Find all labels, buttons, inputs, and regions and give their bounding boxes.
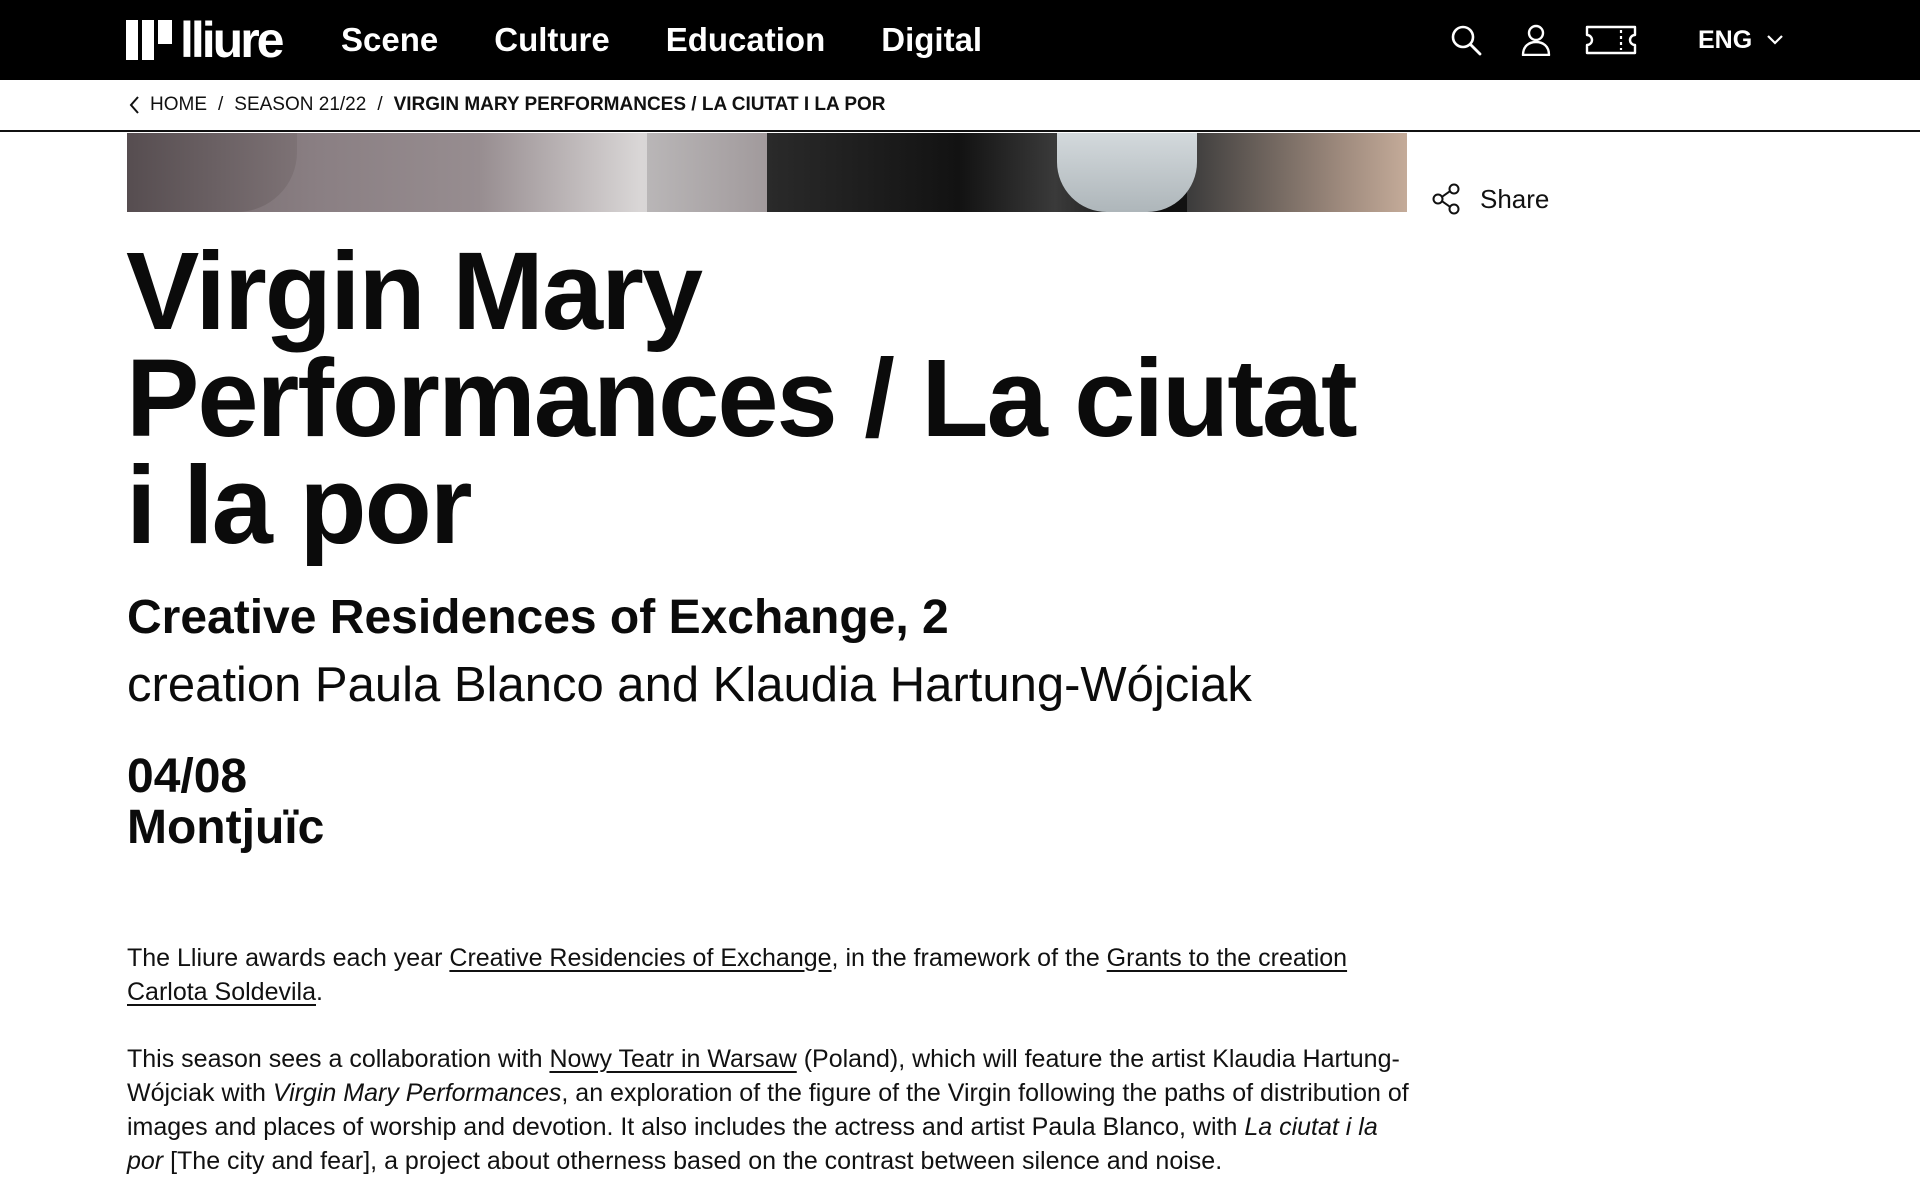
nav-item-scene[interactable]: Scene — [341, 21, 439, 58]
nav-item-culture[interactable]: Culture — [494, 21, 610, 58]
chevron-down-icon — [1766, 34, 1784, 46]
text-run: (Poland), which will feature the artist Klaudia Hartung-Wójciak with — [127, 1045, 1400, 1107]
text-run: This season sees a collaboration with — [127, 1045, 550, 1073]
tickets-button[interactable] — [1582, 0, 1640, 80]
text-run: , an exploration of the figure of the Virgin following the paths of distribution of images and places of worship and devotion. It also includes the actress and artist Paula Blanco, with — [127, 1079, 1409, 1141]
main-nav — [341, 0, 982, 80]
search-icon — [1450, 24, 1482, 56]
breadcrumb-current: VIRGIN MARY PERFORMANCES / LA CIUTAT I LA POR — [393, 94, 886, 115]
chevron-left-icon[interactable] — [128, 95, 140, 115]
work-title: Virgin Mary Performances — [272, 1079, 562, 1107]
share-button[interactable] — [1432, 183, 1549, 215]
link-carlota-soldevila-grants[interactable]: Grants to the creation Carlota Soldevila — [127, 944, 1348, 1006]
event-venue: Montjuïc — [127, 801, 325, 854]
ticket-icon — [1585, 25, 1637, 55]
share-icon — [1432, 183, 1462, 215]
page-title-line: Virgin Mary — [126, 230, 702, 353]
text-run: [The city and fear], a project about otherness based on the contrast between silence and noise. — [163, 1147, 1223, 1175]
description-body — [127, 941, 1417, 1200]
nav-item-digital[interactable]: Digital — [881, 21, 983, 58]
text-run: . — [316, 978, 323, 1006]
user-account-button[interactable] — [1510, 0, 1562, 80]
logo-text: lliure — [180, 12, 282, 68]
language-selector[interactable] — [1698, 0, 1784, 80]
hero-image — [127, 133, 1407, 212]
page-title-line: Performances / La ciutat — [126, 337, 1356, 460]
nav-item-education[interactable]: Education — [665, 21, 826, 58]
description-paragraph — [127, 1042, 1417, 1178]
creation-credits: creation Paula Blanco and Klaudia Hartung-Wójciak — [127, 658, 1252, 712]
search-button[interactable] — [1440, 0, 1492, 80]
breadcrumb-separator: / — [218, 94, 224, 115]
page-subtitle: Creative Residences of Exchange, 2 — [127, 591, 949, 644]
page-title — [126, 230, 1416, 567]
text-run: The Lliure awards each year — [127, 944, 450, 972]
description-paragraph — [127, 941, 1417, 1009]
top-navigation-bar — [0, 0, 1920, 80]
link-nowy-teatr[interactable]: Nowy Teatr in Warsaw — [549, 1045, 797, 1073]
logo-mark-icon — [126, 20, 172, 60]
event-date: 04/08 — [127, 750, 248, 803]
breadcrumb-separator: / — [377, 94, 383, 115]
language-label: ENG — [1698, 25, 1753, 54]
breadcrumb — [0, 80, 1920, 132]
share-label: Share — [1480, 183, 1550, 214]
breadcrumb-home[interactable]: HOME — [150, 94, 207, 115]
link-creative-residencies[interactable]: Creative Residencies of Exchange — [449, 944, 832, 972]
user-icon — [1521, 24, 1551, 56]
work-title: La ciutat i la por — [127, 1113, 1378, 1175]
header-tools — [1440, 0, 1920, 80]
hero-photo-left — [127, 133, 767, 212]
text-run: , in the framework of the — [831, 944, 1107, 972]
page-title-line: i la por — [126, 444, 471, 567]
lliure-logo[interactable] — [126, 12, 282, 68]
breadcrumb-season[interactable]: SEASON 21/22 — [234, 94, 367, 115]
hero-photo-right — [767, 133, 1407, 212]
